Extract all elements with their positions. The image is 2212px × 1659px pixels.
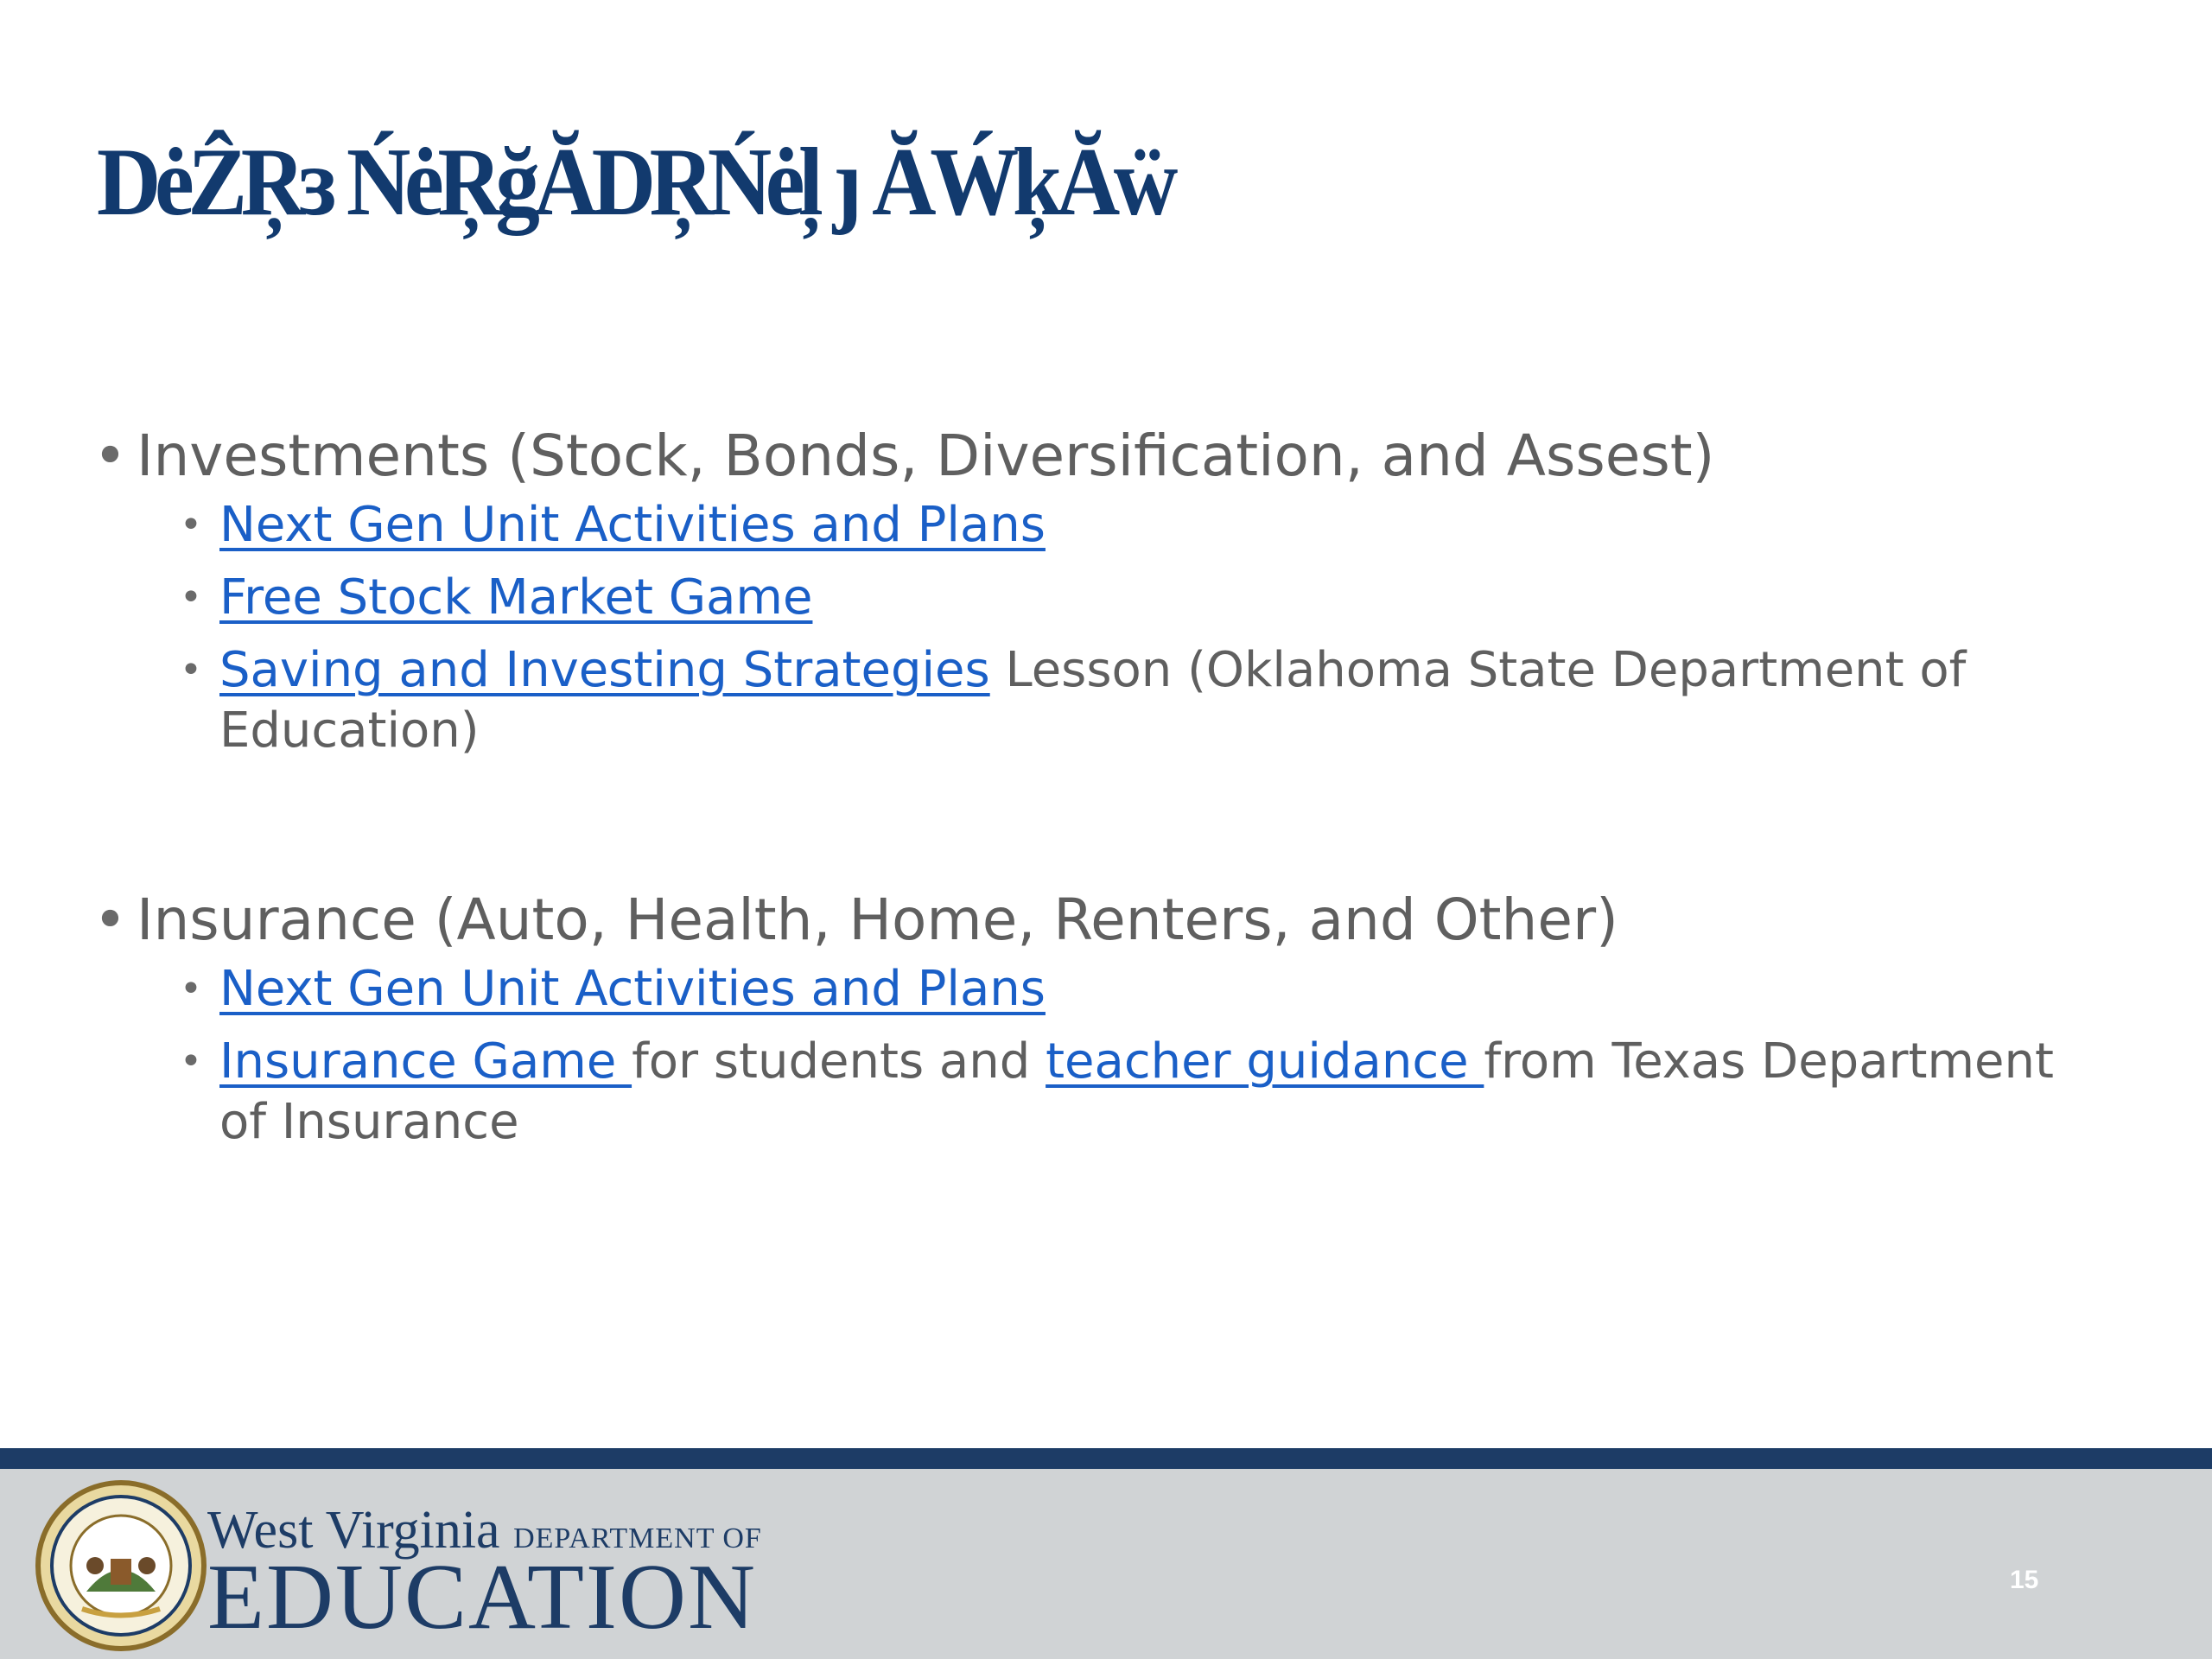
sub-bullet	[180, 640, 2077, 761]
saving-investing-link[interactable]: Saving and Investing Strategies	[219, 642, 990, 699]
page-number: 15	[2010, 1566, 2039, 1594]
sub-bullet	[180, 568, 2077, 628]
bullet-dot: •	[180, 575, 202, 620]
sub-bullet	[180, 959, 2077, 1020]
next-gen-unit-link[interactable]: Next Gen Unit Activities and Plans	[219, 497, 1046, 554]
footer-divider	[0, 1448, 2212, 1469]
org-state: West Virginia	[207, 1501, 500, 1560]
bullet-heading: Insurance (Auto, Health, Home, Renters, and Other)	[137, 887, 1618, 954]
next-gen-unit-link[interactable]: Next Gen Unit Activities and Plans	[219, 961, 1046, 1018]
insurance-sublist	[93, 959, 2150, 1153]
bullet-dot: •	[180, 648, 202, 693]
org-department-of: DEPARTMENT OF	[513, 1522, 762, 1554]
slide-content	[93, 422, 2150, 1165]
bullet-dot: •	[180, 1039, 202, 1084]
bullet-dot: •	[93, 423, 127, 489]
slide-title: DėẐŖɜ ŃėŖğĂDŖŃėļ ȷ ĂẂķĂẅ	[97, 129, 1172, 236]
bullet-heading: Investments (Stock, Bonds, Diversification, and Assest)	[137, 423, 1715, 489]
lesson-text: Lesson (Oklahoma State Department of Education)	[219, 642, 1967, 760]
insurance-game-link[interactable]: Insurance Game	[219, 1033, 632, 1090]
state-seal-icon	[35, 1479, 207, 1652]
teacher-guidance-link[interactable]: teacher guidance	[1046, 1033, 1484, 1090]
bullet-dot: •	[180, 503, 202, 548]
sub-bullet	[180, 1032, 2077, 1153]
investments-sublist	[93, 495, 2150, 761]
bullet-dot: •	[93, 887, 127, 954]
org-name-line2: EDUCATION	[207, 1546, 757, 1649]
bullet-insurance	[93, 886, 2150, 954]
texas-department-text: from Texas Department of Insurance	[219, 1033, 2054, 1151]
sub-bullet	[180, 495, 2077, 556]
stock-market-game-link[interactable]: Free Stock Market Game	[219, 569, 813, 626]
students-text: for students and	[632, 1033, 1046, 1090]
bullet-dot: •	[180, 967, 202, 1012]
bullet-investments	[93, 422, 2150, 490]
